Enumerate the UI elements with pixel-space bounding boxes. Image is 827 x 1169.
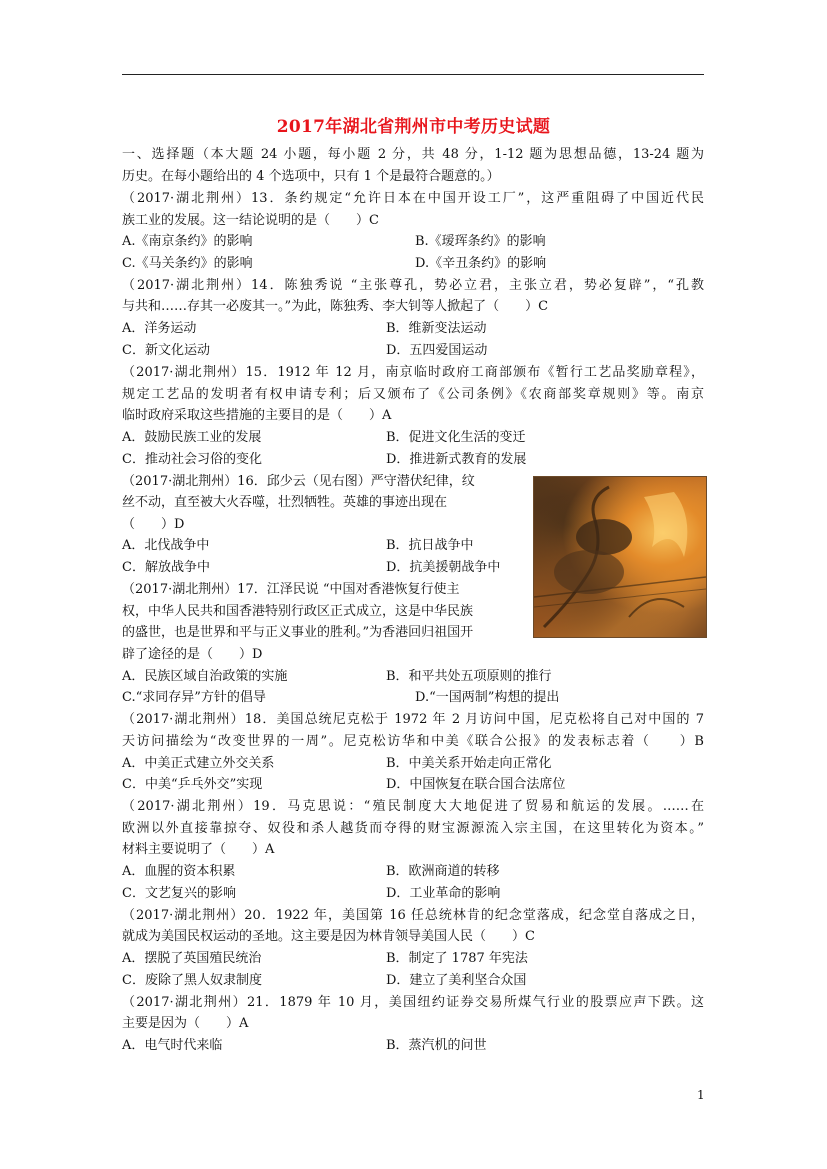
q15-option-a: A．鼓励民族工业的发展 <box>122 430 262 445</box>
question-20-text: 就成为美国民权运动的圣地。这主要是因为林肯领导美国人民（ ）C <box>122 929 535 944</box>
page-title: 2017年湖北省荆州市中考历史试题 <box>276 117 551 137</box>
question-15-text: 规定工艺品的发明者有权申请专利；后又颁布了《公司条例》《农商部奖章规则》等。南京 <box>122 387 704 402</box>
question-17-text: 权，中华人民共和国香港特别行政区正式成立，这是中华民族 <box>122 604 474 619</box>
q18-option-b: B．中美关系开始走向正常化 <box>386 756 552 771</box>
question-15-text: 临时政府采取这些措施的主要目的是（ ）A <box>122 408 392 423</box>
q17-option-a: A．民族区域自治政策的实施 <box>122 669 288 684</box>
q16-option-d: D．抗美援朝战争中 <box>386 560 501 575</box>
q16-option-c: C．解放战争中 <box>122 560 210 575</box>
question-17-text: 辟了途径的是（ ）D <box>122 647 263 662</box>
intro-line: 一、选择题（本大题 24 小题，每小题 2 分，共 48 分，1-12 题为思想品德，13-24 题为 <box>122 147 704 162</box>
q15-option-b: B．促进文化生活的变迁 <box>386 430 526 445</box>
question-20-text: （2017·湖北荆州）20．1922 年，美国第 16 任总统林肯的纪念堂落成，纪念堂自落成之日， <box>122 908 704 923</box>
question-21-text: （2017·湖北荆州）21．1879 年 10 月，美国纽约证券交易所煤气行业的股票应声下跌。这 <box>122 995 704 1010</box>
question-21-text: 主要是因为（ ）A <box>122 1016 249 1031</box>
question-17-text: 的盛世，也是世界和平与正义事业的胜利。”为香港回归祖国开 <box>122 625 474 640</box>
question-19-text: 材料主要说明了（ ）A <box>122 842 275 857</box>
q17-option-c: C.“求同存异”方针的倡导 <box>122 690 266 705</box>
q21-option-a: A．电气时代来临 <box>122 1038 223 1053</box>
q14-option-a: A．洋务运动 <box>122 321 197 336</box>
q20-option-d: D．建立了美利坚合众国 <box>386 973 527 988</box>
q14-option-b: B．维新变法运动 <box>386 321 487 336</box>
question-18-text: 天访问描绘为“改变世界的一周”。尼克松访华和中美《联合公报》的发表标志着（ ）B <box>122 734 704 749</box>
q17-option-b: B．和平共处五项原则的推行 <box>386 669 552 684</box>
question-16-text: 丝不动，直至被大火吞噬，壮烈牺牲。英雄的事迹出现在 <box>122 495 448 510</box>
intro-line: 历史。在每小题给出的 4 个选项中，只有 1 个是最符合题意的。） <box>122 169 500 184</box>
q16-option-a: A．北伐战争中 <box>122 538 210 553</box>
question-16-text: （2017·湖北荆州）16．邱少云（见右图）严守潜伏纪律，纹 <box>122 474 475 489</box>
question-16-text: （ ）D <box>122 517 185 532</box>
page-number: 1 <box>697 1088 705 1102</box>
q19-option-d: D．工业革命的影响 <box>386 886 501 901</box>
q13-option-c: C.《马关条约》的影响 <box>122 256 253 271</box>
qiu-shaoyun-painting <box>533 476 707 638</box>
question-19-text: 欧洲以外直接靠掠夺、奴役和杀人越货而夺得的财宝源源流入宗主国，在这里转化为资本。” <box>122 821 704 836</box>
q13-option-d: D.《辛丑条约》的影响 <box>415 256 547 271</box>
question-14-text: 与共和……存其一必废其一。”为此，陈独秀、李大钊等人掀起了（ ）C <box>122 299 549 314</box>
q20-option-a: A．摆脱了英国殖民统治 <box>122 951 262 966</box>
q18-option-a: A．中美正式建立外交关系 <box>122 756 275 771</box>
q14-option-d: D．五四爱国运动 <box>386 343 488 358</box>
question-13-text: （2017·湖北荆州）13．条约规定“允许日本在中国开设工厂”，这严重阻碍了中国近代民 <box>122 191 704 206</box>
question-19-text: （2017·湖北荆州）19．马克思说：“殖民制度大大地促进了贸易和航运的发展。……在 <box>122 799 704 814</box>
question-17-text: （2017·湖北荆州）17．江泽民说 “中国对香港恢复行使主 <box>122 582 460 597</box>
q15-option-d: D．推进新式教育的发展 <box>386 452 527 467</box>
q20-option-c: C．废除了黑人奴隶制度 <box>122 973 262 988</box>
q15-option-c: C．推动社会习俗的变化 <box>122 452 262 467</box>
q20-option-b: B．制定了 1787 年宪法 <box>386 951 528 966</box>
q14-option-c: C．新文化运动 <box>122 343 210 358</box>
q13-option-b: B.《瑷珲条约》的影响 <box>415 234 546 249</box>
q19-option-a: A．血腥的资本积累 <box>122 864 236 879</box>
q19-option-c: C．文艺复兴的影响 <box>122 886 236 901</box>
q16-option-b: B．抗日战争中 <box>386 538 474 553</box>
q17-option-d: D.“一国两制”构想的提出 <box>415 690 560 705</box>
q13-option-a: A.《南京条约》的影响 <box>122 234 253 249</box>
q21-option-b: B．蒸汽机的问世 <box>386 1038 487 1053</box>
q18-option-c: C．中美“乒乓外交”实现 <box>122 777 263 792</box>
q18-option-d: D．中国恢复在联合国合法席位 <box>386 777 566 792</box>
question-15-text: （2017·湖北荆州）15．1912 年 12 月，南京临时政府工商部颁布《暂行工艺品奖励章程》， <box>122 365 704 380</box>
question-18-text: （2017·湖北荆州）18．美国总统尼克松于 1972 年 2 月访问中国，尼克松将自己对中国的 7 <box>122 712 704 727</box>
header-rule <box>122 74 704 75</box>
question-13-text: 族工业的发展。这一结论说明的是（ ）C <box>122 213 379 228</box>
q19-option-b: B．欧洲商道的转移 <box>386 864 500 879</box>
question-14-text: （2017·湖北荆州）14．陈独秀说 “主张尊孔，势必立君，主张立君，势必复辟”，“孔教 <box>122 278 704 293</box>
